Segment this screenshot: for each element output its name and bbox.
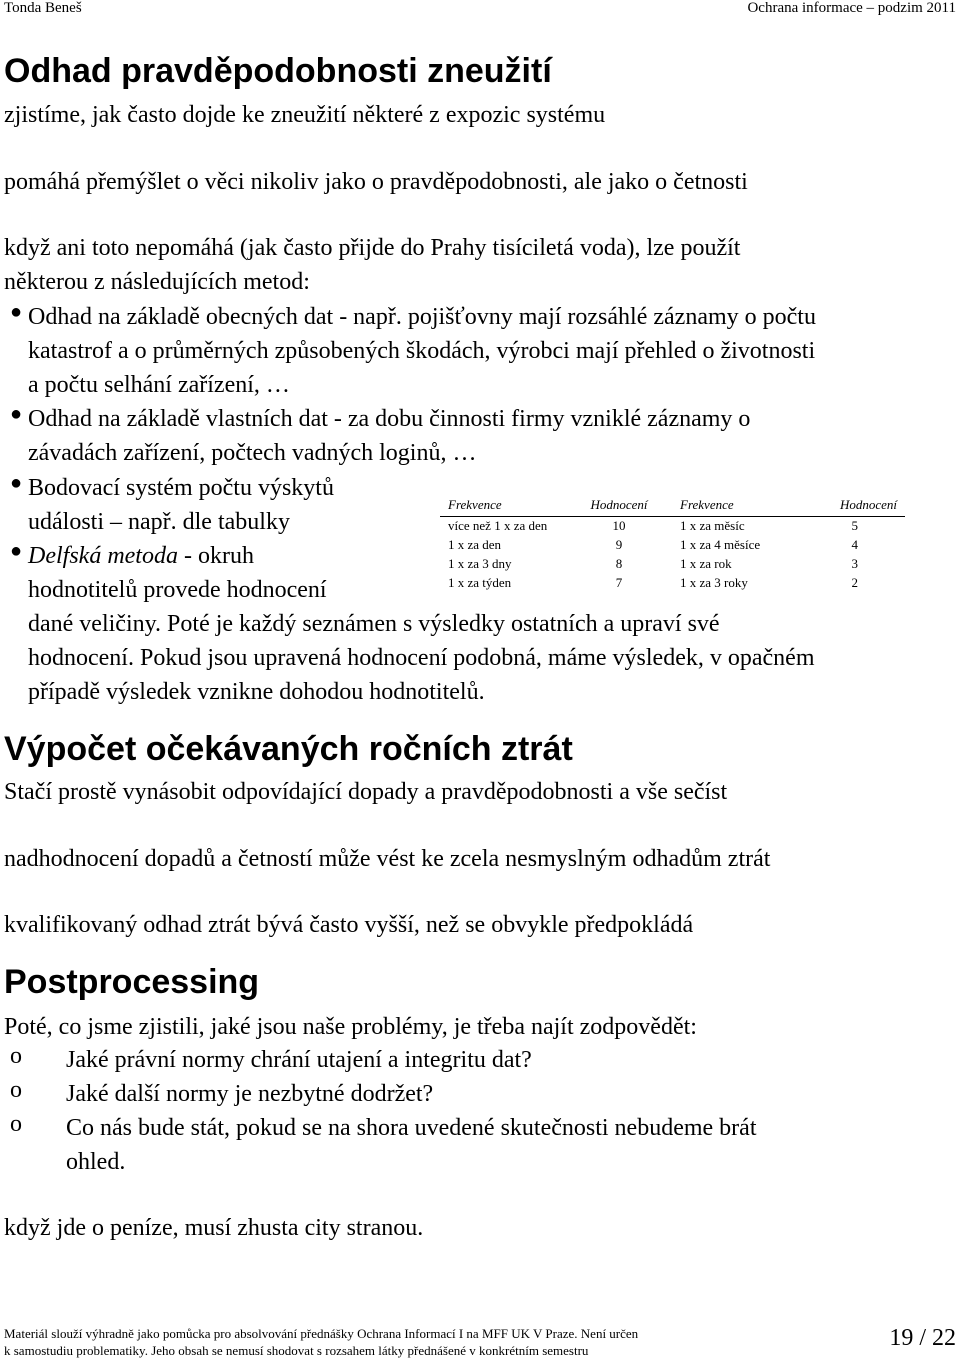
bullet-text: hodnocení. Pokud jsou upravená hodnocení podobná, máme výsledek, v opačném [28, 645, 815, 671]
paragraph: Poté, co jsme zjistili, jaké jsou naše problémy, je třeba najít zodpovědět: [4, 1014, 697, 1040]
table-header-row [440, 494, 905, 517]
paragraph: Stačí prostě vynásobit odpovídající dopady a pravděpodobnosti a vše sečíst [4, 779, 728, 805]
paragraph: zjistíme, jak často dojde ke zneužití některé z expozic systému [4, 102, 606, 128]
bullet-text: Odhad na základě obecných dat - např. pojišťovny mají rozsáhlé záznamy o počtu [28, 304, 816, 330]
table-cell: 4 [851, 537, 858, 552]
bullet-text: případě výsledek vznikne dohodou hodnotitelů. [28, 679, 485, 705]
bullet-icon: ● [10, 301, 23, 323]
paragraph: když ani toto nepomáhá (jak často přijde do Prahy tisíciletá voda), lze použít [4, 235, 741, 261]
table-cell: 1 x za den [448, 537, 502, 552]
bullet-text: Odhad na základě vlastních dat - za dobu činnosti firmy vzniklé záznamy o [28, 406, 751, 432]
author: Tonda Beneš [4, 0, 82, 16]
list-item: Co nás bude stát, pokud se na shora uvedené skutečnosti nebudeme brát [66, 1115, 757, 1141]
section-title-probability: Odhad pravděpodobnosti zneužití [4, 52, 552, 90]
bullet-text: závadách zařízení, počtech vadných loginů, … [28, 440, 477, 466]
paragraph: pomáhá přemýšlet o věci nikoliv jako o pravděpodobnosti, ale jako o četnosti [4, 169, 748, 195]
page-number: 19 / 22 [889, 1325, 956, 1351]
column-header: Frekvence [440, 494, 566, 517]
table-cell: 1 x za 3 roky [680, 575, 748, 590]
table-cell: 10 [612, 518, 626, 533]
column-header: Frekvence [672, 494, 804, 517]
table-row [440, 555, 905, 574]
table-cell: 1 x za 3 dny [448, 556, 512, 571]
paragraph: nadhodnocení dopadů a četností může vést ke zcela nesmyslným odhadům ztrát [4, 846, 771, 872]
bullet-icon: ● [10, 540, 23, 562]
table-row [440, 517, 905, 537]
table-cell: 2 [851, 575, 858, 590]
paragraph: když jde o peníze, musí zhusta city stranou. [4, 1215, 424, 1241]
table-cell: 9 [615, 537, 623, 552]
table-cell: více než 1 x za den [448, 518, 548, 533]
list-item: ohled. [66, 1149, 126, 1175]
table-cell: 1 x za měsíc [680, 518, 745, 533]
list-item: Jaké další normy je nezbytné dodržet? [66, 1081, 434, 1107]
table-cell: 1 x za rok [680, 556, 732, 571]
section-title-losses: Výpočet očekávaných ročních ztrát [4, 730, 573, 768]
bullet-icon: ● [10, 403, 23, 425]
table-cell: 1 x za 4 měsíce [680, 537, 761, 552]
bullet-text: Bodovací systém počtu výskytů [28, 475, 334, 501]
table-cell: 8 [615, 556, 623, 571]
table-cell: 1 x za týden [448, 575, 512, 590]
bullet-text: katastrof a o průměrných způsobených škodách, výrobci mají přehled o životnosti [28, 338, 816, 364]
page-header [0, 0, 960, 20]
circle-bullet-icon: o [10, 1043, 22, 1069]
footer-note: Materiál slouží výhradně jako pomůcka pro absolvování přednášky Ochrana Informací I na MFF UK V Praze. Není určen k samostudiu problematiky. Jeho obsah se nemusí shodovat s rozsahem látky přednášené v konkrétním semestru [4, 1326, 639, 1358]
frequency-rating-table [440, 494, 905, 594]
table-cell: 7 [615, 575, 623, 590]
course-name: Ochrana informace – podzim 2011 [747, 0, 956, 16]
bullet-text: hodnotitelů provede hodnocení [28, 577, 327, 603]
bullet-text: dané veličiny. Poté je každý seznámen s výsledky ostatních a upraví své [28, 611, 720, 637]
bullet-icon: ● [10, 472, 23, 494]
bullet-text: Delfská metoda - okruh [28, 543, 254, 569]
bullet-text: a počtu selhání zařízení, … [28, 372, 290, 398]
circle-bullet-icon: o [10, 1077, 22, 1103]
table-cell: 3 [851, 556, 858, 571]
column-header: Hodnocení [804, 494, 905, 517]
paragraph: některou z následujících metod: [4, 269, 310, 295]
list-item: Jaké právní normy chrání utajení a integritu dat? [66, 1047, 532, 1073]
circle-bullet-icon: o [10, 1111, 22, 1137]
column-header: Hodnocení [566, 494, 672, 517]
table-cell: 5 [851, 518, 858, 533]
table-row [440, 574, 905, 593]
paragraph: kvalifikovaný odhad ztrát bývá často vyšší, než se obvykle předpokládá [4, 912, 694, 938]
section-title-postprocessing: Postprocessing [4, 963, 260, 1001]
delphi-method-term: Delfská metoda [28, 543, 178, 569]
table-row [440, 536, 905, 555]
bullet-text: události – např. dle tabulky [28, 509, 290, 535]
